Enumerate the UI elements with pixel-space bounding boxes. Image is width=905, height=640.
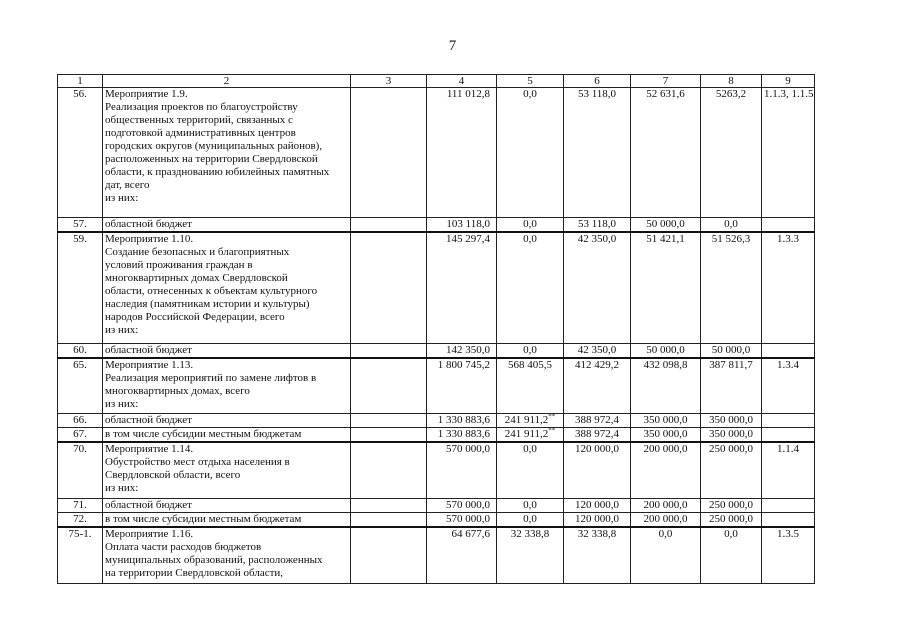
value-text: 241 911,2 [504,414,549,426]
row-number-cell: 70. [58,442,103,498]
column-3-cell [351,428,427,443]
value-text: 0,0 [523,443,537,455]
row-number-cell: 59. [58,232,103,343]
description-line: Мероприятие 1.9. [105,88,188,100]
year-3-cell: 200 000,0 [631,442,701,498]
header-cell: 2 [103,75,351,88]
description-line: Мероприятие 1.13. [105,358,194,371]
year-3-cell: 200 000,0 [631,498,701,512]
description-cell [103,232,351,343]
table-row [58,512,815,527]
year-1-cell [497,88,564,218]
description-line: областной бюджет [105,498,192,511]
target-ref-cell: 1.3.3 [762,232,815,343]
description-line: Оплата части расходов бюджетов [105,540,262,553]
year-3-cell: 432 098,8 [631,358,701,414]
value-text: 0,0 [523,498,537,511]
footnote-mark: ** [548,427,556,435]
table-row [58,232,815,343]
total-cell: 111 012,8 [427,88,497,218]
year-1-cell [497,498,564,512]
table-row [58,358,815,414]
row-number-cell: 72. [58,512,103,527]
column-3-cell [351,343,427,358]
description-cell [103,442,351,498]
description-line: Свердловской области, всего [105,469,241,481]
description-cell [103,218,351,233]
footnote-mark: ** [548,413,556,421]
target-ref-cell [762,512,815,527]
year-1-cell [497,343,564,358]
row-number-cell: 71. [58,498,103,512]
year-1-cell [497,512,564,527]
value-text: 32 338,8 [510,527,550,540]
table-row [58,343,815,358]
year-2-cell: 120 000,0 [564,498,631,512]
total-cell: 570 000,0 [427,512,497,527]
header-cell: 4 [427,75,497,88]
description-cell [103,512,351,527]
description-line: из них: [105,397,139,410]
column-3-cell [351,358,427,414]
target-ref-cell [762,218,815,233]
header-cell: 7 [631,75,701,88]
header-cell: 8 [701,75,762,88]
year-2-cell: 53 118,0 [564,88,631,218]
year-2-cell: 42 350,0 [564,232,631,343]
total-cell: 1 330 883,6 [427,414,497,428]
description-line: наследия (памятникам истории и культуры) [105,298,310,310]
table-row [58,527,815,584]
year-2-cell: 412 429,2 [564,358,631,414]
description-line: области, к празднованию юбилейных памятных [105,166,330,178]
description-line: Реализация проектов по благоустройству [105,101,298,113]
header-row [58,75,815,88]
year-2-cell: 53 118,0 [564,218,631,233]
description-line: многоквартирных домах, всего [105,384,250,397]
page-number: 7 [448,38,457,54]
header-cell: 6 [564,75,631,88]
value-text: 0,0 [523,218,537,230]
description-line: условий проживания граждан в [105,259,253,271]
description-line: расположенных на территории Свердловской [105,153,318,165]
description-line: народов Российской Федерации, всего [105,311,285,323]
column-3-cell [351,527,427,584]
row-number-cell: 65. [58,358,103,414]
year-2-cell: 388 972,4 [564,414,631,428]
value-text: 241 911,2 [504,428,549,440]
total-cell: 570 000,0 [427,442,497,498]
header-cell: 1 [58,75,103,88]
year-1-cell [497,527,564,584]
total-cell: 1 330 883,6 [427,428,497,443]
year-1-cell [497,232,564,343]
table-row [58,442,815,498]
row-number-cell: 57. [58,218,103,233]
row-number-cell: 56. [58,88,103,218]
year-3-cell: 50 000,0 [631,218,701,233]
year-4-cell: 0,0 [701,218,762,233]
target-ref-cell: 1.1.4 [762,442,815,498]
description-line: Мероприятие 1.10. [105,233,194,245]
target-ref-cell: 1.1.3, 1.1.5 [762,88,815,218]
table-row [58,498,815,512]
table-row [58,88,815,218]
year-2-cell: 32 338,8 [564,527,631,584]
target-ref-cell: 1.3.5 [762,527,815,584]
header-cell: 3 [351,75,427,88]
year-2-cell: 388 972,4 [564,428,631,443]
budget-table [57,74,815,584]
column-3-cell [351,512,427,527]
year-4-cell: 387 811,7 [701,358,762,414]
year-1-cell [497,442,564,498]
column-3-cell [351,88,427,218]
total-cell: 1 800 745,2 [427,358,497,414]
description-line: Реализация мероприятий по замене лифтов в [105,371,317,384]
year-1-cell [497,428,564,443]
column-3-cell [351,414,427,428]
description-line: областной бюджет [105,218,192,230]
description-line: городских округов (муниципальных районов), [105,140,323,152]
total-cell: 64 677,6 [427,527,497,584]
description-cell [103,343,351,358]
description-line: Мероприятие 1.16. [105,527,194,540]
target-ref-cell: 1.3.4 [762,358,815,414]
year-4-cell: 350 000,0 [701,414,762,428]
description-cell [103,498,351,512]
row-number-cell: 66. [58,414,103,428]
description-line: многоквартирных домах Свердловской [105,272,288,284]
value-text: 0,0 [523,512,537,525]
description-line: в том числе субсидии местным бюджетам [105,428,302,440]
row-number-cell: 75-1. [58,527,103,584]
value-text: 0,0 [523,233,537,245]
table-row [58,428,815,443]
description-cell [103,428,351,443]
column-3-cell [351,498,427,512]
year-4-cell: 250 000,0 [701,442,762,498]
value-text: 0,0 [523,88,537,100]
year-3-cell: 52 631,6 [631,88,701,218]
description-line: подготовкой административных центров [105,127,296,139]
value-text: 0,0 [523,343,537,356]
description-line: Обустройство мест отдыха населения в [105,456,290,468]
description-cell [103,358,351,414]
year-3-cell: 51 421,1 [631,232,701,343]
description-line: в том числе субсидии местным бюджетам [105,512,302,525]
description-line: общественных территорий, связанных с [105,114,293,126]
year-1-cell [497,414,564,428]
target-ref-cell [762,343,815,358]
description-line: Мероприятие 1.14. [105,443,194,455]
column-3-cell [351,232,427,343]
description-cell [103,414,351,428]
year-2-cell: 120 000,0 [564,512,631,527]
year-1-cell [497,218,564,233]
description-line: из них: [105,192,139,204]
total-cell: 145 297,4 [427,232,497,343]
description-line: областной бюджет [105,343,192,356]
column-3-cell [351,218,427,233]
year-2-cell: 120 000,0 [564,442,631,498]
description-line: областной бюджет [105,414,192,426]
target-ref-cell [762,498,815,512]
year-3-cell: 350 000,0 [631,428,701,443]
description-cell [103,88,351,218]
year-4-cell: 350 000,0 [701,428,762,443]
year-4-cell: 250 000,0 [701,498,762,512]
description-line: на территории Свердловской области, [105,566,284,579]
year-3-cell: 200 000,0 [631,512,701,527]
row-number-cell: 67. [58,428,103,443]
header-cell: 5 [497,75,564,88]
target-ref-cell [762,414,815,428]
description-line: из них: [105,324,139,336]
description-line: дат, всего [105,179,150,191]
description-line: области, отнесенных к объектам культурного [105,285,318,297]
description-line: муниципальных образований, расположенных [105,553,323,566]
total-cell: 142 350,0 [427,343,497,358]
table-row [58,414,815,428]
total-cell: 103 118,0 [427,218,497,233]
year-3-cell: 50 000,0 [631,343,701,358]
row-number-cell: 60. [58,343,103,358]
value-text: 568 405,5 [508,358,552,371]
target-ref-cell [762,428,815,443]
description-cell [103,527,351,584]
year-2-cell: 42 350,0 [564,343,631,358]
header-cell: 9 [762,75,815,88]
year-1-cell [497,358,564,414]
year-4-cell: 50 000,0 [701,343,762,358]
year-4-cell: 5263,2 [701,88,762,218]
description-line: Создание безопасных и благоприятных [105,246,290,258]
year-4-cell: 51 526,3 [701,232,762,343]
year-4-cell: 0,0 [701,527,762,584]
table-row [58,218,815,233]
total-cell: 570 000,0 [427,498,497,512]
column-3-cell [351,442,427,498]
year-3-cell: 0,0 [631,527,701,584]
description-line: из них: [105,482,139,494]
year-3-cell: 350 000,0 [631,414,701,428]
year-4-cell: 250 000,0 [701,512,762,527]
